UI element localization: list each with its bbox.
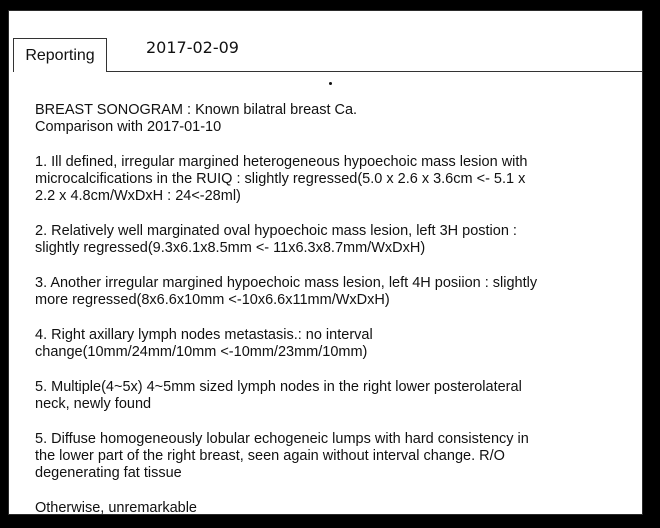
report-line: the lower part of the right breast, seen again without interval change. R/O (35, 448, 505, 464)
report-line: 4. Right axillary lymph nodes metastasis.: no interval (35, 327, 373, 343)
report-date: 2017-02-09 (146, 38, 239, 57)
report-line: neck, newly found (35, 396, 152, 412)
report-line: Comparison with 2017-01-10 (35, 119, 222, 135)
dot-mark (329, 82, 332, 85)
report-line: BREAST SONOGRAM : Known bilatral breast Ca. (35, 102, 358, 118)
report-line: more regressed(8x6.6x10mm <-10x6.6x11mm/WxDxH) (35, 292, 390, 308)
report-line: 2. Relatively well marginated oval hypoechoic mass lesion, left 3H postion : (35, 223, 517, 239)
report-line: Otherwise, unremarkable (35, 500, 197, 516)
tab-divider (107, 71, 642, 72)
report-panel (8, 10, 643, 515)
report-text (35, 102, 635, 517)
report-header (9, 11, 642, 69)
report-line: 5. Multiple(4~5x) 4~5mm sized lymph nodes in the right lower posterolateral (35, 379, 522, 395)
report-line: 5. Diffuse homogeneously lobular echogeneic lumps with hard consistency in (35, 431, 529, 447)
report-line: 1. Ill defined, irregular margined heterogeneous hypoechoic mass lesion with (35, 154, 528, 170)
report-line: 3. Another irregular margined hypoechoic mass lesion, left 4H posiion : slightly (35, 275, 538, 291)
reporting-tab[interactable]: Reporting (13, 38, 107, 72)
report-line: microcalcifications in the RUIQ : slightly regressed(5.0 x 2.6 x 3.6cm <- 5.1 x (35, 171, 526, 187)
report-line: degenerating fat tissue (35, 465, 182, 481)
report-line: change(10mm/24mm/10mm <-10mm/23mm/10mm) (35, 344, 368, 360)
report-line: 2.2 x 4.8cm/WxDxH : 24<-28ml) (35, 188, 241, 204)
report-line: slightly regressed(9.3x6.1x8.5mm <- 11x6.3x8.7mm/WxDxH) (35, 240, 426, 256)
